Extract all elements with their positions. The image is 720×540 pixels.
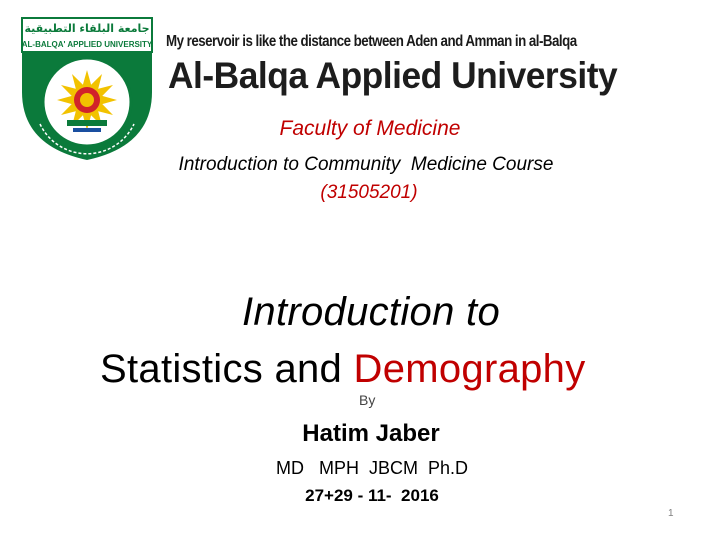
logo-english-text: AL-BALQA' APPLIED UNIVERSITY [21, 40, 153, 49]
by-label: By [359, 392, 376, 408]
slide-title-line2 [100, 347, 586, 392]
lecture-date: 27+29 - 11- 2016 [305, 486, 439, 505]
university-motto: My reservoir is like the distance between Aden and Amman in al-Balqa [166, 33, 577, 50]
author-name: Hatim Jaber [302, 420, 440, 447]
page-number: 1 [668, 508, 674, 519]
course-code: (31505201) [320, 182, 418, 203]
faculty-name: Faculty of Medicine [279, 117, 461, 140]
author-degrees: MD MPH JBCM Ph.D [275, 458, 468, 478]
title-demography: Demography [353, 347, 586, 391]
university-name: Al-Balqa Applied University [168, 55, 618, 96]
slide-title-line1: Introduction to [242, 290, 500, 334]
course-name: Introduction to Community Medicine Course [178, 154, 554, 175]
logo-arabic-text: جامعة البلقاء التطبيقية [24, 22, 150, 35]
title-statistics-and: Statistics and [100, 347, 354, 391]
